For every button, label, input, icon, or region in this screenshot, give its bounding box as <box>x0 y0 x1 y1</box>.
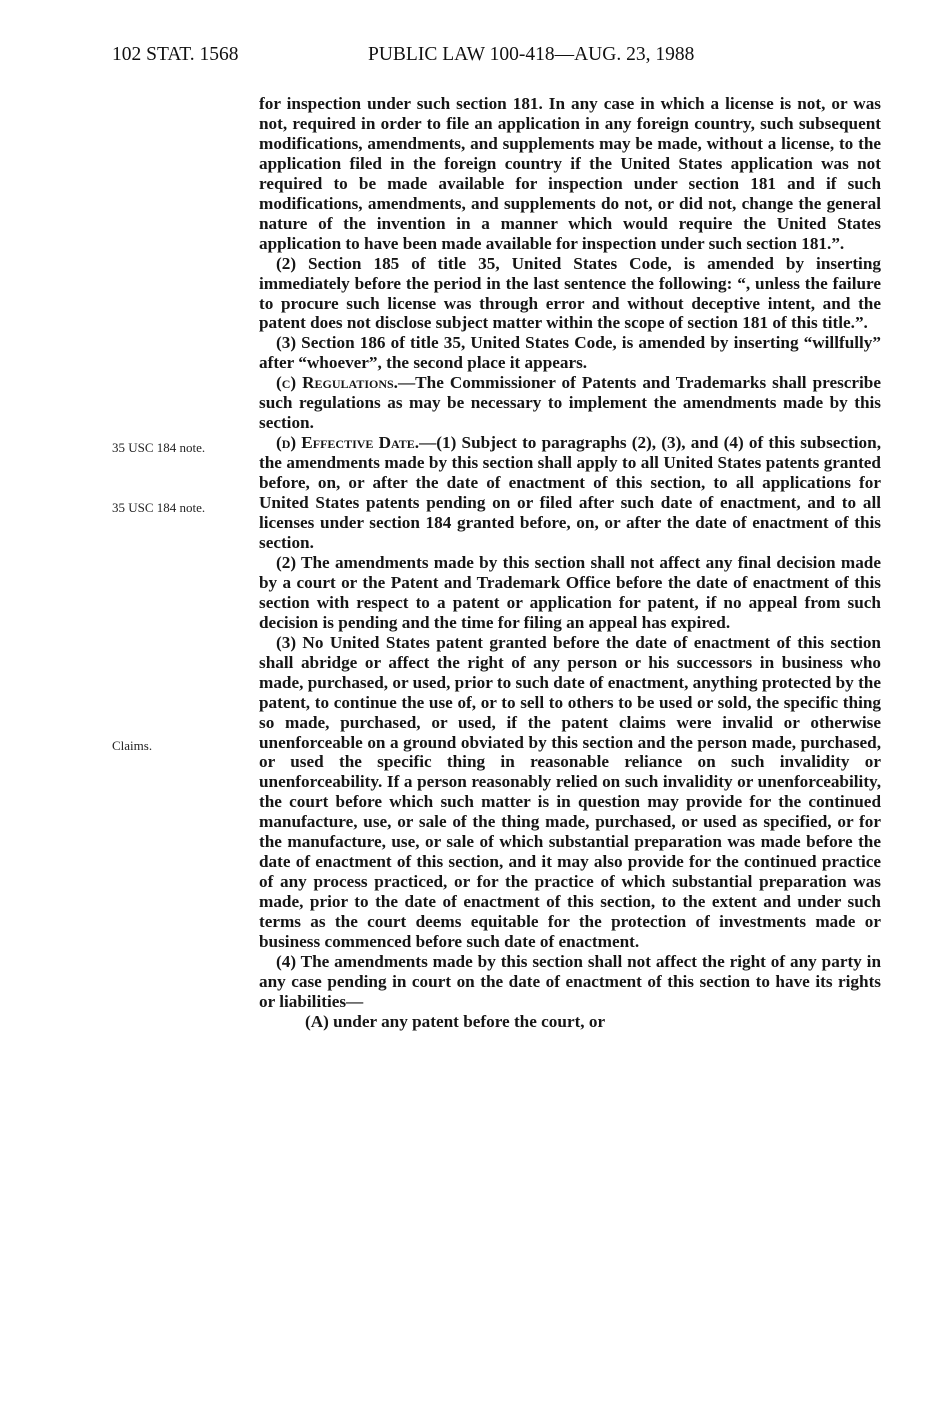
subparagraph-a: (A) under any patent before the court, or <box>305 1011 606 1031</box>
public-law-title: PUBLIC LAW 100-418—AUG. 23, 1988 <box>368 44 695 65</box>
paragraph-section-186: (3) Section 186 of title 35, United States Code, is amended by inserting “willfully” after “whoever”, the second place it appears. <box>259 333 881 373</box>
stat-page-number: 102 STAT. 1568 <box>112 44 239 65</box>
paragraph-effective-date <box>259 433 881 553</box>
paragraph-pending-case: (4) The amendments made by this section shall not affect the right of any party in any case pending in court on the date of enactment of this section to have its rights or liabilities— <box>259 951 881 1011</box>
paragraph-regulations <box>259 373 881 433</box>
effective-date-text: —(1) Subject to paragraphs (2), (3), and (4) of this subsection, the amendments made by this section shall apply to all United States patents granted before, on, or after the date of enactment of this section, to all applications for United States patents pending on or filed after such date of enactment, and to all licenses under section 184 granted before, on, or after the date of enactment of this section. <box>259 433 881 552</box>
paragraph-section-185: (2) Section 185 of title 35, United States Code, is amended by inserting immediately before the period in the last sentence the following: “, unless the failure to procure such license was through error and without deceptive intent, and the patent does not disclose subject matter within the scope of section 181 of this title.”. <box>259 253 881 333</box>
regulations-heading: (c) Regulations. <box>276 373 398 393</box>
paragraph-final-decision: (2) The amendments made by this section shall not affect any final decision made by a court or the Patent and Trademark Office before the date of enactment of this section with respect to a patent or application for patent, if no appeal from such decision is pending and the time for filing an appeal has expired. <box>259 552 881 632</box>
margin-note-claims: Claims. <box>112 738 153 753</box>
effective-date-heading: (d) Effective Date. <box>276 433 420 453</box>
document-body <box>259 94 881 1032</box>
paragraph-claims: (3) No United States patent granted before the date of enactment of this section shall abridge or affect the right of any person or his successors in business who made, purchased, or used, prior to such date of enactment, anything protected by the patent, to continue the use of, or to sell to others to be used or sold, the specific thing so made, purchased, or used, if the patent claims were invalid or otherwise unenforceable on a ground obviated by this section and the person made, purchased, or used the specific thing in reasonable reliance on such invalidity or unenforceability. If a person reasonably relied on such invalidity or unenforceability, the court before which such matter is in question may provide for the continued manufacture, use, or sale of the thing made, purchased, or used as specified, or for the manufacture, use, or sale of which substantial preparation was made before the date of enactment of this section, and it may also provide for the continued practice of any process practiced, or for the practice of which substantial preparation was made, prior to the date of enactment of this section, to the extent and under such terms as the court deems equitable for the protection of investments made or business commenced before such date of enactment. <box>259 632 881 952</box>
margin-note-usc-1: 35 USC 184 note. <box>112 440 206 455</box>
margin-note-usc-2: 35 USC 184 note. <box>112 500 206 515</box>
regulations-text: —The Commissioner of Patents and Trademarks shall prescribe such regulations as may be necessary to implement the amendments made by this section. <box>259 373 881 433</box>
paragraph-continuation: for inspection under such section 181. In any case in which a license is not, or was not, required in order to file an application in any foreign country, such subsequent modifications, amendments, and supplements may be made, without a license, to the application filed in the foreign country if the United States application was not required to be made available for inspection under section 181 and if such modifications, amendments, and supplements do not, or did not, change the general nature of the invention in a manner which would require the United States application to have been made available for inspection under such section 181.”. <box>259 94 881 253</box>
